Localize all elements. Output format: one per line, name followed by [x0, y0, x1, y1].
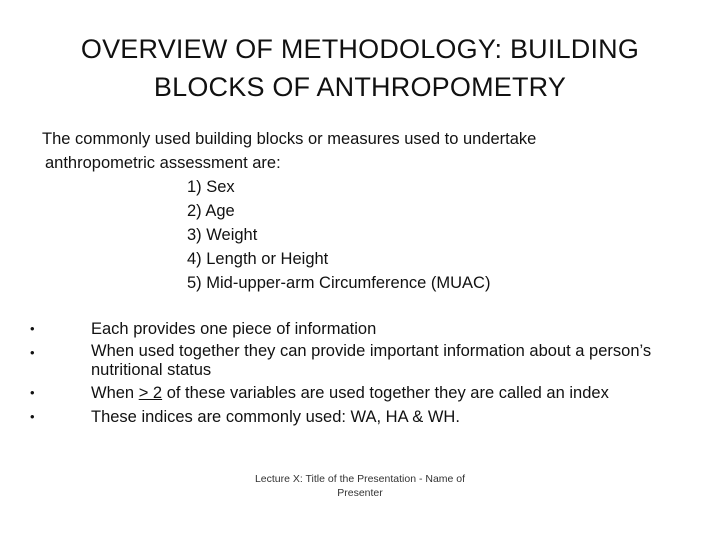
- intro-text: [42, 127, 536, 175]
- measure-item-length-height: 4) Length or Height: [187, 250, 329, 268]
- bullet-item: [30, 342, 700, 380]
- intro-line-2: anthropometric assessment are:: [45, 154, 281, 172]
- measure-item-muac: 5) Mid-upper-arm Circumference (MUAC): [187, 274, 491, 292]
- intro-line-1: The commonly used building blocks or measures used to undertake: [42, 130, 537, 148]
- measure-item-age: 2) Age: [187, 202, 235, 220]
- bullet-item: [30, 318, 700, 340]
- greater-equal-symbol: > 2: [138, 384, 163, 402]
- slide-title: [60, 30, 660, 106]
- bullet-list: [30, 318, 700, 430]
- measure-item-weight: 3) Weight: [187, 226, 258, 244]
- bullet-dot-icon: •: [30, 385, 35, 400]
- title-line-1: OVERVIEW OF METHODOLOGY: BUILDING: [80, 34, 640, 64]
- bullet-text-end: of these variables are used together they are called an index: [166, 384, 609, 402]
- bullet-dot-icon: •: [30, 409, 35, 424]
- bullet-text: Each provides one piece of information: [91, 320, 377, 338]
- slide-footer: Lecture X: Title of the Presentation - Name of Presenter: [254, 473, 466, 499]
- bullet-item: [30, 382, 700, 404]
- bullet-text: When used together they can provide important information about a person’s nutritional status: [91, 342, 652, 379]
- measures-list: [187, 175, 490, 295]
- title-line-2: BLOCKS OF ANTHROPOMETRY: [153, 72, 567, 102]
- bullet-text: [91, 384, 609, 402]
- bullet-dot-icon: •: [30, 345, 35, 360]
- bullet-text-start: When: [91, 384, 135, 402]
- measure-item-sex: 1) Sex: [187, 178, 235, 196]
- bullet-dot-icon: •: [30, 321, 35, 336]
- bullet-item: [30, 406, 700, 428]
- bullet-text: These indices are commonly used: WA, HA & WH.: [91, 408, 460, 426]
